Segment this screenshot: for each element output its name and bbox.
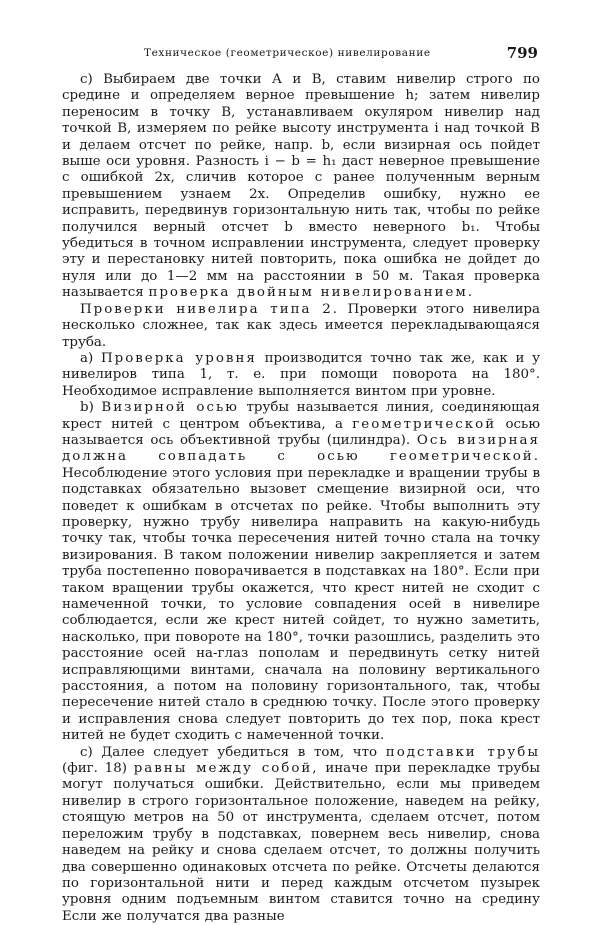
paragraph: [62, 745, 540, 925]
running-title: Техническое (геометрическое) нивелирование: [144, 47, 431, 59]
paragraph: [62, 351, 540, 400]
text-run: производится точно так же, как и у нивелиров типа 1, т. е. при помощи поворота на 180°. Необходимое исправление выполняется винтом при уровне.: [62, 350, 540, 399]
spaced-emphasis: геометрической: [352, 416, 497, 432]
text-run: b): [80, 400, 102, 416]
spaced-emphasis: Проверки нивелира типа 2.: [80, 301, 339, 317]
text-run: Несоблюдение этого условия при перекладке и вращении трубы в подставках обязательно вызовет смещение визирной оси, что поведет к ошибкам в отсчетах по рейке. Чтобы выполнить эту проверку, нужно трубу нивелира направить на какую-нибудь точку так, чтобы точка пересечения нитей точно стала на точку визирования. В таком положении нивелир закрепляется и затем труба постепенно поворачивается в подставках на 180°. Если при таком вращении трубы окажется, что крест нитей не сходит с намеченной точки, то условие совпадения осей в нивелире соблюдается, если же крест нитей сойдет, то нужно заметить, насколько, при повороте на 180°, точки разошлись, разделить это расстояние осей на-глаз пополам и передвинуть сетку нитей исправляющими винтами, сначала на половину вертикального расстояния, а потом на половину горизонтального, так, чтобы пересечение нитей стало в среднюю точку. После этого проверку и исправления снова следует повторить до тех пор, пока крест нитей не будет сходить с намеченной точки.: [62, 465, 540, 744]
text-run: осью называется ось объективной трубы (цилиндра).: [62, 416, 540, 448]
spaced-emphasis: подставки трубы: [385, 744, 540, 760]
text-run: Проверки этого нивелира несколько сложнее, так как здесь имеется перекладывающаяся труба.: [62, 301, 540, 350]
spaced-emphasis: проверка двойным нивелированием.: [148, 285, 475, 301]
page-number: 799: [506, 44, 538, 62]
paragraph: [62, 400, 540, 745]
text-run: трубы называется линия, соединяющая крест нитей с центром объектива, а: [62, 400, 541, 432]
spaced-emphasis: Ось визирная должна совпадать с осью геометрической.: [62, 432, 540, 465]
book-page: [62, 44, 540, 925]
paragraph: [62, 302, 540, 351]
text-run: иначе при перекладке трубы могут получаться ошибки. Действительно, если мы приведем нивелир в строго горизонтальное положение, наведем на рейку, стоящую метров на 50 от инструмента, сделаем отсчет, потом переложим трубу в подставках, повернем весь нивелир, снова наведем на рейку и снова сделаем отсчет, то должны получить два совершенно одинаковых отсчета по рейке. Отсчеты делаются по горизонтальной нити и перед каждым отсчетом пузырек уровня одним подъемным винтом ставится точно на средину Если же получатся два разные: [62, 761, 540, 924]
text-run: c) Далее следует убедиться в том, что: [80, 744, 386, 760]
running-header: [62, 44, 540, 68]
spaced-emphasis: Проверка уровня: [100, 350, 257, 366]
text-run: (фиг. 18): [62, 761, 134, 777]
paragraph: [62, 72, 540, 302]
text-run: c) Выбираем две точки А и В, ставим нивелир строго по средине и определяем верное превышение h; затем нивелир переносим в точку В, устанавливаем окуляром нивелир над точкой В, измеряем по рейке высоту инструмента i над точкой В и делаем отсчет по рейке, напр. b, если визирная ось пойдет выше оси уровня. Разность i − b = h₁ даст неверное превышение с ошибкой 2x, сличив которое с ранее полученным верным превышением узнаем 2x. Определив ошибку, нужно ее исправить, передвинув горизонтальную нить так, чтобы по рейке получился верный отсчет b вместо неверного b₁. Чтобы убедиться в точном исправлении инструмента, следует проверку эту и перестановку нитей повторить, пока ошибка не дойдет до нуля или до 1—2 мм на расстоянии в 50 м. Такая проверка называется: [62, 72, 540, 301]
spaced-emphasis: Визирной осью: [101, 400, 239, 416]
text-run: a): [80, 350, 101, 366]
spaced-emphasis: равны между собой,: [133, 761, 319, 777]
page-body: [62, 72, 540, 925]
